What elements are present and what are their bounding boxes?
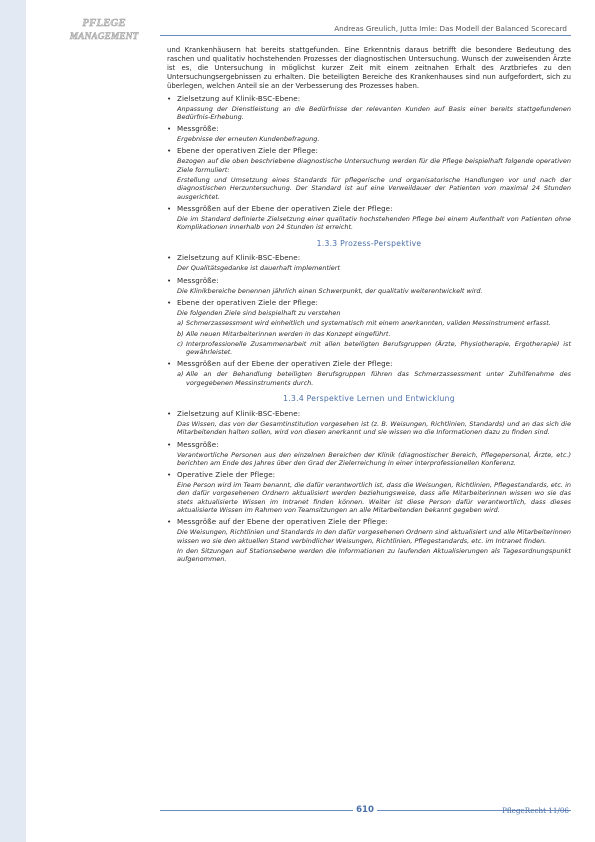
bullet-label: Messgröße: [177, 275, 219, 285]
bullet-icon: • [167, 517, 172, 527]
svg-text:PFLEGE: PFLEGE [82, 17, 126, 29]
bullet-icon: • [167, 408, 172, 418]
bullet-label: Ebene der operativen Ziele der Pflege: [177, 298, 319, 307]
bullet-item [167, 298, 571, 307]
list-item [177, 370, 571, 387]
entry-text: Eine Person wird im Team benannt, die dafür verantwortlich ist, dass die Weisungen, Richtlinien, Pflegestandards, etc. in den dafür vorgesehenen Ordnern aktualisiert werden beziehungsweise, dass alle Mitarbeiterinnen wissen wo sie das stets aktualisierte Wissen im Intranet finden können. Weiter ist diese Person dafür verantwortlich, dass dieses aktualisierte Wissen im Rahmen von Teamsitzungen an alle Mitarbeitenden bekannt gegeben wird. [177, 481, 571, 515]
section-heading: 1.3.4 Perspektive Lernen und Entwicklung [283, 394, 455, 404]
entry-text: Erstellung und Umsetzung eines Standards für pflegerische und organisatorische Handlungen vor und nach der diagnostischen Herzuntersuchung. Der Standard ist auf eine Verweildauer der Patienten von maximal 24 Stunden ausgerichtet. [177, 176, 571, 201]
bullet-item [167, 253, 571, 262]
bullet-icon: • [167, 470, 172, 480]
list-text: Schmerzassessment wird einheitlich und systematisch mit einem anerkannten, validen Messinstrument erfasst. [186, 319, 551, 328]
section-heading: 1.3.3 Prozess-Perspektive [316, 238, 422, 248]
list-text: Alle an der Behandlung beteiligten Berufsgruppen führen das Schmerzassessment unter Zuhilfenahme des vorgegebenen Messinstruments durch. [186, 370, 571, 387]
bullet-item [167, 440, 571, 449]
entry-text: In den Sitzungen auf Stationsebene werden die Informationen zu laufenden Aktualisierungen als Tagesordnungspunkt aufgenommen. [177, 546, 571, 564]
bullet-icon: • [167, 146, 172, 156]
entry-text: Der Qualitätsgedanke ist dauerhaft implementiert [177, 264, 341, 273]
bullet-label: Zielsetzung auf Klinik-BSC-Ebene: [177, 93, 301, 103]
page-margin-band [0, 0, 26, 842]
intro-paragraph: und Krankenhäusern hat bereits stattgefunden. Eine Erkenntnis daraus betrifft die besondere Bedeutung des raschen und qualitativ hochstehenden Prozesses der diagnostischen Untersuchung. Wunsch der zuweisenden Ärzte ist es, die Untersuchung in möglichst kurzer Zeit mit einem zeitnahen Erhalt des Arztbriefes zu den Untersuchungsergebnissen zu erhalten. Die beteiligten Bereiche des Krankenhauses sind nun aufgefordert, sich zu überlegen, welchen Anteil sie an der Verbesserung des Prozesses haben. [167, 46, 571, 90]
header-rule [160, 35, 571, 36]
bullet-item [167, 409, 571, 418]
entry-text: Anpassung der Dienstleistung an die Bedürfnisse der relevanten Kunden auf Basis einer bereits stattgefundenen Bedürfnis-Erhebung. [177, 104, 571, 121]
bullet-label: Ebene der operativen Ziele der Pflege: [177, 146, 319, 156]
list-item [177, 319, 571, 327]
bullet-item [167, 470, 571, 479]
list-marker: c) [177, 339, 184, 348]
bullet-icon: • [167, 253, 172, 263]
journal-logo [56, 14, 152, 44]
bullet-icon: • [167, 203, 172, 213]
list-marker: b) [177, 329, 184, 338]
bullet-item [167, 276, 571, 285]
journal-issue: PflegeRecht 11/06 [502, 806, 569, 815]
list-item [177, 340, 571, 357]
article-body [167, 46, 571, 566]
bullet-icon: • [167, 124, 172, 134]
running-header-authors: Andreas Greulich, Jutta Imle: Das Modell der Balanced Scorecard [334, 24, 567, 33]
entry-text: Das Wissen, das von der Gesamtinstitution vorgesehen ist (z. B. Weisungen, Richtlinien, Standards) und an das sich die Mitarbeitenden halten sollen, wird von diesen anerkannt und sie wissen wo die Informationen dazu zu finden sind. [177, 419, 571, 437]
bullet-item [167, 124, 571, 133]
entry-text: Die im Standard definierte Zielsetzung einer qualitativ hochstehenden Pflege bei einem Aufenthalt von Patienten ohne Komplikationen innerhalb von 24 Stunden ist erreicht. [177, 214, 571, 232]
bullet-item [167, 517, 571, 526]
entry-text: Bezogen auf die oben beschriebene diagnostische Untersuchung werden für die Pflege beispielhaft folgende operativen Ziele formuliert: [177, 157, 571, 174]
bullet-label: Operative Ziele der Pflege: [177, 470, 276, 480]
bullet-label: Messgröße: [177, 439, 219, 449]
list-text: Interprofessionelle Zusammenarbeit mit allen beteiligten Berufsgruppen (Ärzte, Physiotherapie, Ergotherapie) ist gewährleistet. [186, 339, 571, 357]
list-item [177, 330, 571, 338]
bullet-item [167, 359, 571, 368]
bullet-item [167, 204, 571, 213]
list-marker: a) [177, 370, 184, 379]
bullet-label: Messgröße: [177, 124, 219, 134]
bullet-label: Zielsetzung auf Klinik-BSC-Ebene: [177, 253, 301, 263]
bullet-icon: • [167, 298, 172, 307]
entry-text: Die folgenden Ziele sind beispielhaft zu verstehen [177, 309, 341, 317]
bullet-label: Messgröße auf der Ebene der operativen Ziele der Pflege: [177, 517, 389, 527]
list-marker: a) [177, 319, 184, 328]
entry-text: Die Klinikbereiche benennen jährlich einen Schwerpunkt, der qualitativ weiterentwickelt wird. [177, 286, 483, 295]
bullet-icon: • [167, 275, 172, 285]
list-text: Alle neuen Mitarbeiterinnen werden in das Konzept eingeführt. [186, 329, 391, 338]
bullet-icon: • [167, 93, 172, 103]
entry-text: Ergebnisse der erneuten Kundenbefragung. [177, 135, 320, 144]
svg-text:MANAGEMENT: MANAGEMENT [69, 32, 139, 42]
entry-text: Die Weisungen, Richtlinien und Standards in den dafür vorgesehenen Ordnern sind aktualisiert und alle Mitarbeiterinnen wissen wo sie den aktuellen Stand verbindlicher Weisungen, Richtlinien, Pflegestandards, etc. im Intranet finden. [177, 528, 571, 545]
bullet-label: Messgrößen auf der Ebene der operativen Ziele der Pflege: [177, 203, 393, 213]
bullet-item [167, 146, 571, 155]
entry-text: Verantwortliche Personen aus den einzelnen Bereichen der Klinik (diagnostischer Bereich, Pflegepersonal, Ärzte, etc.) berichten am Ende des Jahres über den Grad der Zielerreichung in einer interprofessionellen Konferenz. [177, 450, 571, 467]
bullet-label: Zielsetzung auf Klinik-BSC-Ebene: [177, 408, 301, 418]
bullet-item [167, 94, 571, 103]
page-number: 610 [353, 805, 377, 817]
bullet-label: Messgrößen auf der Ebene der operativen Ziele der Pflege: [177, 359, 393, 369]
bullet-icon: • [167, 359, 172, 369]
bullet-icon: • [167, 439, 172, 449]
